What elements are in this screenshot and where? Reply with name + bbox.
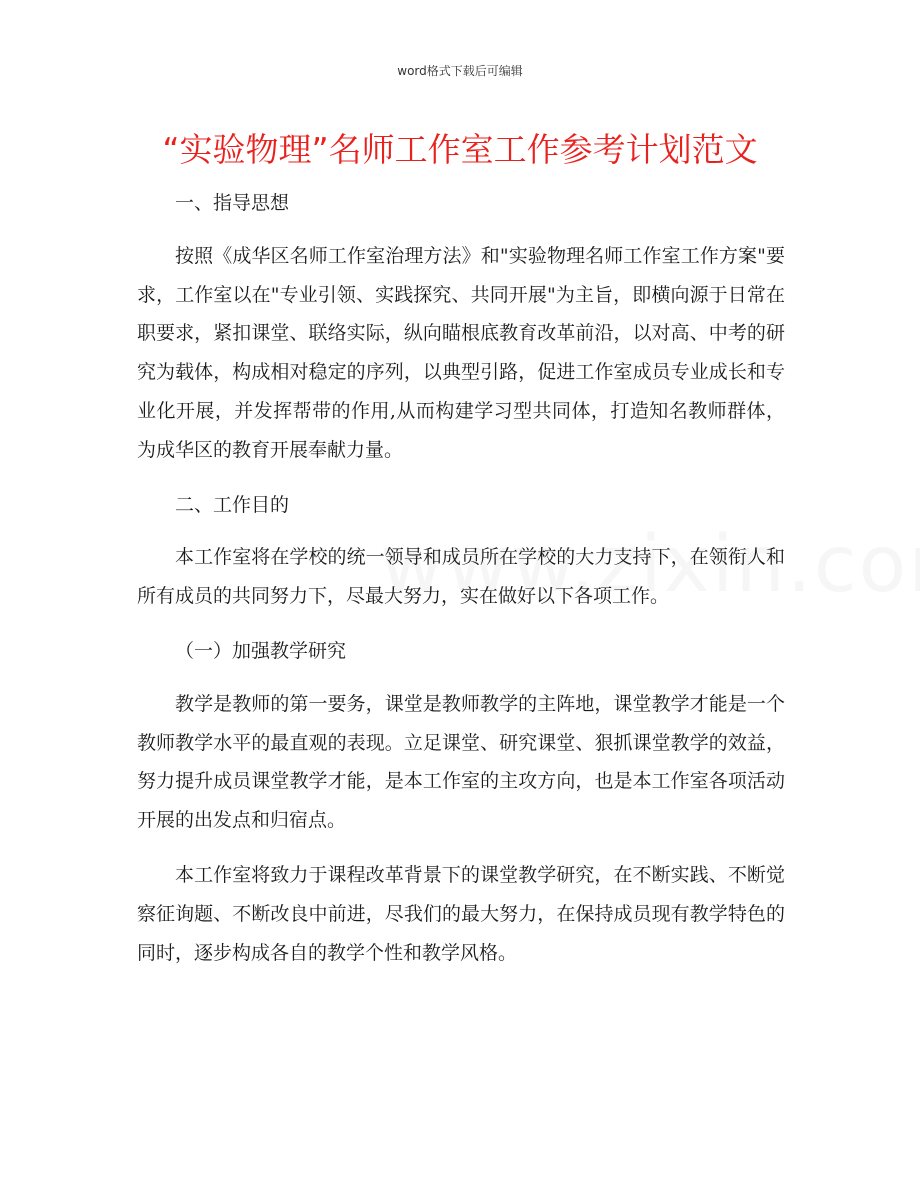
header-note: word格式下载后可编辑 (397, 64, 523, 78)
section-heading-guiding-ideology: 一、指导思想 (175, 192, 290, 214)
paragraph-teaching-research-2: 本工作室将致力于课程改革背景下的课堂教学研究，在不断实践、不断觉察征询题、不断改良中前进，尽我们的最大努力，在保持成员现有教学特色的同时，逐步构成各自的教学个性和教学风格。 (137, 863, 785, 964)
document-body (137, 184, 785, 988)
section-heading-work-goals: 二、工作目的 (175, 493, 290, 516)
paragraph-teaching-research-1: 教学是教师的第一要务，课堂是教师教学的主阵地，课堂教学才能是一个教师教学水平的最直观的表现。立足课堂、研究课堂、狠抓课堂教学的效益，努力提升成员课堂教学才能，是本工作室的主攻方向，也是本工作室各项活动开展的出发点和归宿点。 (137, 692, 785, 832)
subsection-heading-teaching-research: （一）加强教学研究 (175, 639, 347, 662)
document-title: “实验物理”名师工作室工作参考计划范文 (162, 130, 758, 169)
paragraph-guiding-ideology: 按照《成华区名师工作室治理方法》和"实验物理名师工作室工作方案"要求，工作室以在"专业引领、实践探究、共同开展"为主旨，即横向源于日常在职要求，紧扣课堂、联络实际，纵向瞄根底教育改革前沿，以对高、中考的研究为载体，构成相对稳定的序列，以典型引路，促进工作室成员专业成长和专业化开展，并发挥帮带的作用,从而构建学习型共同体，打造知名教师群体，为成华区的教育开展奉献力量。 (137, 244, 785, 461)
paragraph-work-goals: 本工作室将在学校的统一领导和成员所在学校的大力支持下，在领衔人和所有成员的共同努力下，尽最大努力，实在做好以下各项工作。 (137, 546, 785, 608)
